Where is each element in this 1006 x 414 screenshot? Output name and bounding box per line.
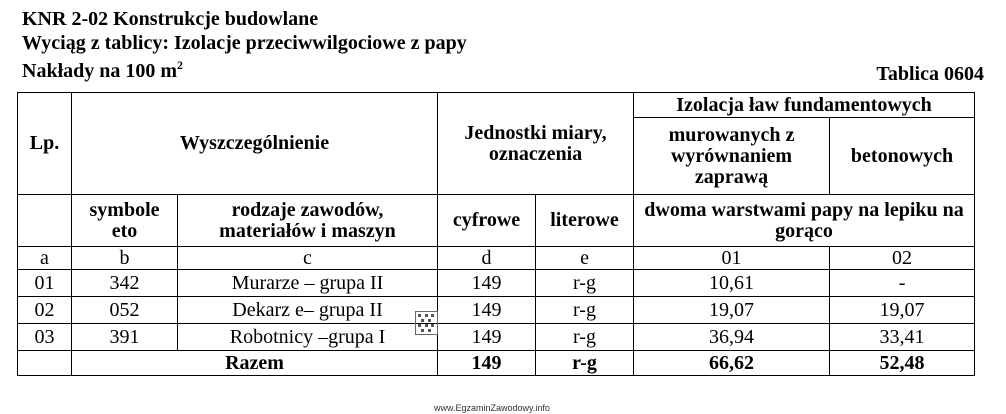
- column-letter: d: [438, 247, 536, 270]
- column-letter: a: [18, 247, 72, 270]
- table-row: [18, 297, 975, 324]
- total-letter-unit: r-g: [536, 351, 634, 376]
- total-label: Razem: [72, 351, 438, 376]
- column-letter: 02: [830, 247, 975, 270]
- total-lp-empty: [18, 351, 72, 376]
- row-value-02: 33,41: [830, 324, 975, 351]
- row-value-02: 19,07: [830, 297, 975, 324]
- header-two-layers-felt: dwoma warstwami papy na lepiku na gorąco: [634, 195, 975, 247]
- column-letter: c: [178, 247, 438, 270]
- header-masonry: murowanych z wyrównaniem zaprawą: [634, 118, 830, 195]
- norms-table: [17, 92, 975, 376]
- table-row: [18, 324, 975, 351]
- row-trade: Dekarz e– grupa II: [178, 297, 438, 324]
- total-row: [18, 351, 975, 376]
- row-letter-unit: r-g: [536, 297, 634, 324]
- header-letter-units: literowe: [536, 195, 634, 247]
- row-letter-unit: r-g: [536, 324, 634, 351]
- row-lp: 02: [18, 297, 72, 324]
- row-symbol: 342: [72, 270, 178, 297]
- document-subtitle: Wyciąg z tablicy: Izolacje przeciwwilgociowe z papy: [22, 32, 467, 54]
- table-reference: Tablica 0604: [876, 63, 984, 85]
- header-foundation-insulation: Izolacja ław fundamentowych: [634, 93, 975, 118]
- header-units: Jednostki miary, oznaczenia: [438, 93, 634, 195]
- row-symbol: 391: [72, 324, 178, 351]
- footer-watermark[interactable]: www.EgzaminZawodowy.info: [434, 403, 550, 413]
- header-concrete: betonowych: [830, 118, 975, 195]
- total-value-02: 52,48: [830, 351, 975, 376]
- column-letter: b: [72, 247, 178, 270]
- total-value-01: 66,62: [634, 351, 830, 376]
- row-lp: 03: [18, 324, 72, 351]
- norms-unit-line: [22, 60, 183, 82]
- header-numeric-units: cyfrowe: [438, 195, 536, 247]
- column-letters-row: [18, 247, 975, 270]
- row-numeric-unit: 149: [438, 270, 536, 297]
- header-lp-continued: [18, 195, 72, 247]
- total-numeric-unit: 149: [438, 351, 536, 376]
- column-letter: e: [536, 247, 634, 270]
- row-value-01: 19,07: [634, 297, 830, 324]
- column-letter: 01: [634, 247, 830, 270]
- row-numeric-unit: 149: [438, 324, 536, 351]
- row-trade: Robotnicy –grupa I: [178, 324, 438, 351]
- norms-unit-text: Nakłady na 100 m: [22, 60, 178, 82]
- row-lp: 01: [18, 270, 72, 297]
- row-letter-unit: r-g: [536, 270, 634, 297]
- header-lp: Lp.: [18, 93, 72, 195]
- row-value-02: -: [830, 270, 975, 297]
- unit-superscript: 2: [177, 58, 184, 72]
- row-value-01: 10,61: [634, 270, 830, 297]
- row-numeric-unit: 149: [438, 297, 536, 324]
- header-trades: rodzaje zawodów, materiałów i maszyn: [178, 195, 438, 247]
- header-specification: Wyszczególnienie: [72, 93, 438, 195]
- qr-code-icon: [415, 311, 438, 335]
- row-trade: Murarze – grupa II: [178, 270, 438, 297]
- table-row: [18, 270, 975, 297]
- header-symbols: symbole eto: [72, 195, 178, 247]
- document-title: KNR 2-02 Konstrukcje budowlane: [22, 8, 319, 30]
- row-symbol: 052: [72, 297, 178, 324]
- row-value-01: 36,94: [634, 324, 830, 351]
